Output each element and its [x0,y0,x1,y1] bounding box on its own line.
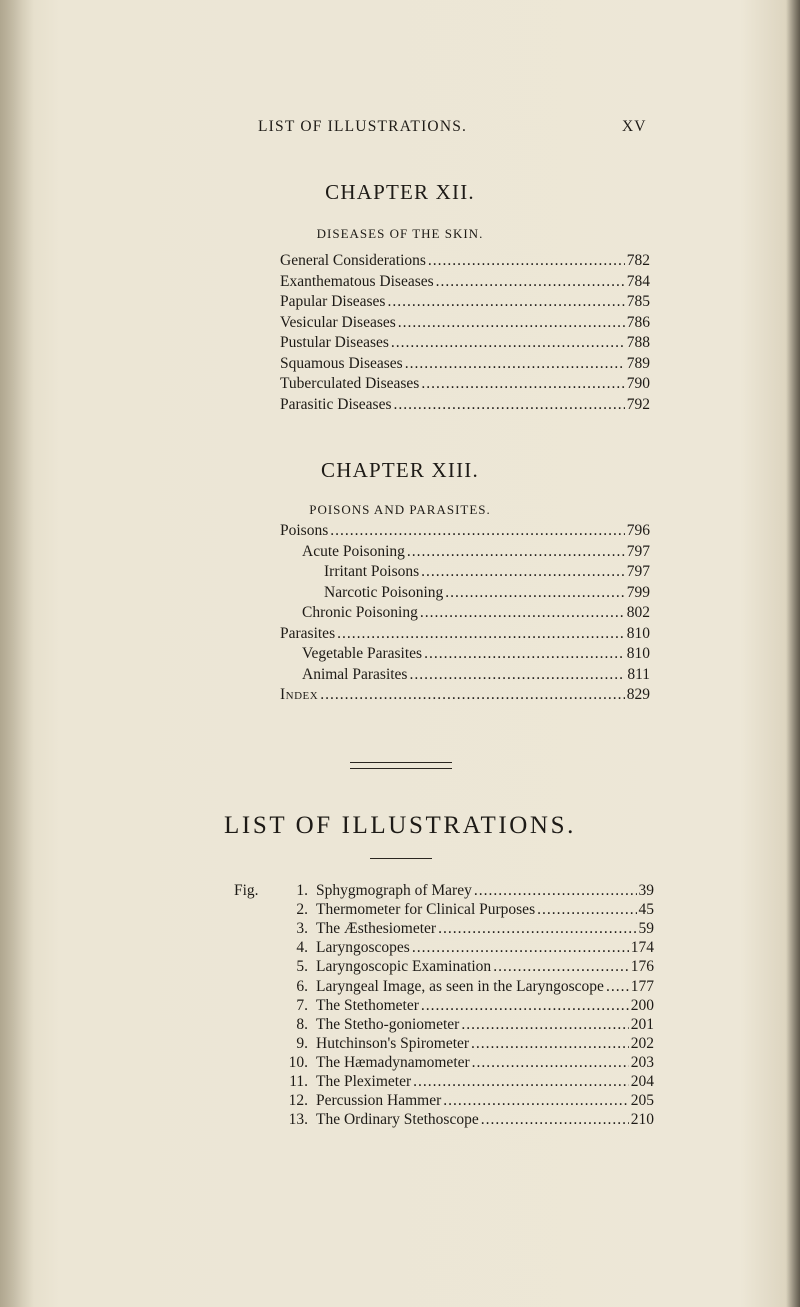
running-head [0,118,800,138]
toc-entry-page: 796 [626,522,650,539]
dot-leader [493,958,629,976]
toc-entry-page: 797 [626,542,650,560]
illustration-page: 174 [630,939,654,957]
dot-leader [405,355,625,373]
toc-entry-page: 784 [626,272,650,290]
toc-entry-page: 789 [626,354,650,372]
illustration-label: Percussion Hammer [316,1092,442,1110]
dot-leader [407,543,625,561]
dot-leader [421,563,625,581]
illustration-entry [234,1054,654,1074]
dot-leader [320,686,625,704]
toc-entry-label: Tuberculated Diseases [280,375,420,392]
chapter-12-subheading: DISEASES OF THE SKIN. [316,226,484,241]
illustration-entry [234,1016,654,1036]
toc-entry-label: Exanthematous Diseases [280,272,434,290]
dot-leader [421,375,624,393]
fig-number: 8. [296,1015,308,1033]
dot-leader [413,1073,629,1091]
illustration-label: Thermometer for Clinical Purposes [316,901,536,919]
toc-entry-page: 797 [626,563,650,580]
toc-entry [280,645,650,665]
toc-entry [280,293,650,313]
illustration-entry [234,997,654,1017]
illustration-page: 202 [630,1034,654,1052]
toc-entry [280,396,650,416]
toc-entry [280,273,650,293]
toc-entry [280,334,650,354]
illustration-label: Laryngoscopes [316,939,410,957]
illustration-page: 205 [630,1092,654,1110]
toc-entry-page: 829 [626,686,650,703]
dot-leader [472,1054,629,1072]
dot-leader [481,1111,629,1129]
illustration-label: The Pleximeter [316,1073,412,1090]
dot-leader [420,604,625,622]
dot-leader [387,293,624,311]
illustration-page: 45 [638,901,654,919]
illustration-label: Laryngoscopic Examination [316,958,492,976]
illustration-entry [234,882,654,902]
dot-leader [330,522,625,540]
illustrations-heading: LIST OF ILLUSTRATIONS. [224,812,576,839]
dot-leader [421,997,629,1015]
toc-entry-page: 785 [626,293,650,310]
dot-leader [606,978,629,996]
illustration-entry [234,901,654,921]
toc-entry-page: 786 [626,313,650,331]
toc-entry-page: 811 [627,665,650,683]
toc-entry [280,563,650,583]
illustration-page: 176 [630,958,654,976]
toc-entry-page: 810 [626,624,650,642]
double-rule-bottom [350,768,452,769]
toc-entry-label: Irritant Poisons [324,563,420,580]
dot-leader [391,334,625,352]
toc-entry-label: Chronic Poisoning [302,604,418,621]
toc-entry-label: Squamous Diseases [280,354,403,372]
chapter-13-subheading: POISONS AND PARASITES. [309,502,491,517]
fig-number: 4. [296,939,308,957]
illustration-label: Laryngeal Image, as seen in the Laryngoscope [316,977,604,995]
toc-entry [280,314,650,334]
illustration-page: 201 [630,1015,654,1033]
toc-entry [280,604,650,624]
illustration-entry [234,1035,654,1055]
toc-entry-label: Vesicular Diseases [280,313,396,331]
illustration-entry [234,1073,654,1093]
dot-leader [393,396,624,414]
dot-leader [443,1092,628,1110]
toc-entry-label: Vegetable Parasites [302,645,423,662]
dot-leader [409,666,625,684]
fig-number: 9. [296,1034,308,1052]
illustration-entry [234,1111,654,1131]
running-head-title: LIST OF ILLUSTRATIONS. [258,118,468,135]
illustration-label: The Ordinary Stethoscope [316,1111,479,1129]
illustration-page: 210 [630,1111,654,1129]
illustration-label: Sphygmograph of Marey [316,882,472,899]
illustration-label: The Stetho-goniometer [316,1015,460,1033]
chapter-12-heading: CHAPTER XII. [325,180,475,204]
dot-leader [428,252,625,270]
short-rule [370,858,432,859]
illustration-page: 59 [638,920,654,938]
fig-number: 1. [296,882,308,899]
dot-leader [474,882,637,900]
dot-leader [445,584,625,602]
illustration-label: The Stethometer [316,996,419,1014]
fig-number: 5. [296,958,308,976]
dot-leader [337,625,625,643]
toc-entry-label: Narcotic Poisoning [324,583,444,601]
toc-entry [280,522,650,542]
toc-entry-page: 810 [626,645,650,662]
illustration-entry [234,978,654,998]
dot-leader [398,314,625,332]
fig-prefix: Fig. [234,882,259,899]
toc-entry-page: 799 [626,583,650,601]
toc-entry [280,543,650,563]
toc-entry-label: Parasites [280,624,336,642]
toc-entry [280,355,650,375]
fig-number: 13. [288,1111,308,1129]
dot-leader [424,645,625,663]
fig-number: 10. [288,1053,308,1071]
dot-leader [537,901,636,919]
toc-entry-label: Papular Diseases [280,293,386,310]
toc-entry-label: Poisons [280,522,329,539]
fig-number: 3. [296,920,308,938]
illustration-page: 177 [630,977,654,995]
toc-entry-label: Animal Parasites [302,665,408,683]
illustration-page: 200 [630,996,654,1014]
illustration-entry [234,1092,654,1112]
illustration-entry [234,958,654,978]
chapter-13-heading: CHAPTER XIII. [321,458,479,482]
toc-entry-label: Acute Poisoning [302,542,405,560]
fig-number: 7. [296,996,308,1014]
toc-entry-page: 802 [626,604,650,621]
dot-leader [412,939,629,957]
running-head-page-number: XV [622,118,647,135]
illustration-label: Hutchinson's Spirometer [316,1034,470,1052]
toc-entry-page: 790 [626,375,650,392]
toc-entry-label: Index [280,686,319,703]
toc-entry-label: Parasitic Diseases [280,395,392,413]
toc-entry-label: Pustular Diseases [280,334,389,351]
fig-number: 6. [296,977,308,995]
illustration-label: The Æsthesiometer [316,920,437,938]
illustration-page: 39 [638,882,654,899]
fig-number: 11. [289,1073,308,1090]
toc-entry-page: 792 [626,395,650,413]
toc-entry [280,686,650,706]
illustration-entry [234,939,654,959]
fig-number: 2. [296,901,308,919]
double-rule-top [350,762,452,763]
toc-entry [280,666,650,686]
toc-entry-page: 782 [626,252,650,269]
illustration-label: The Hæmadynamometer [316,1053,470,1071]
dot-leader [436,273,625,291]
toc-entry [280,625,650,645]
dot-leader [471,1035,629,1053]
dot-leader [438,920,636,938]
toc-entry [280,375,650,395]
toc-entry-label: General Considerations [280,252,426,269]
illustration-page: 204 [630,1073,654,1090]
fig-number: 12. [288,1092,308,1110]
illustration-page: 203 [630,1053,654,1071]
illustration-entry [234,920,654,940]
toc-entry-page: 788 [626,334,650,351]
toc-entry [280,584,650,604]
toc-entry [280,252,650,272]
dot-leader [461,1016,628,1034]
